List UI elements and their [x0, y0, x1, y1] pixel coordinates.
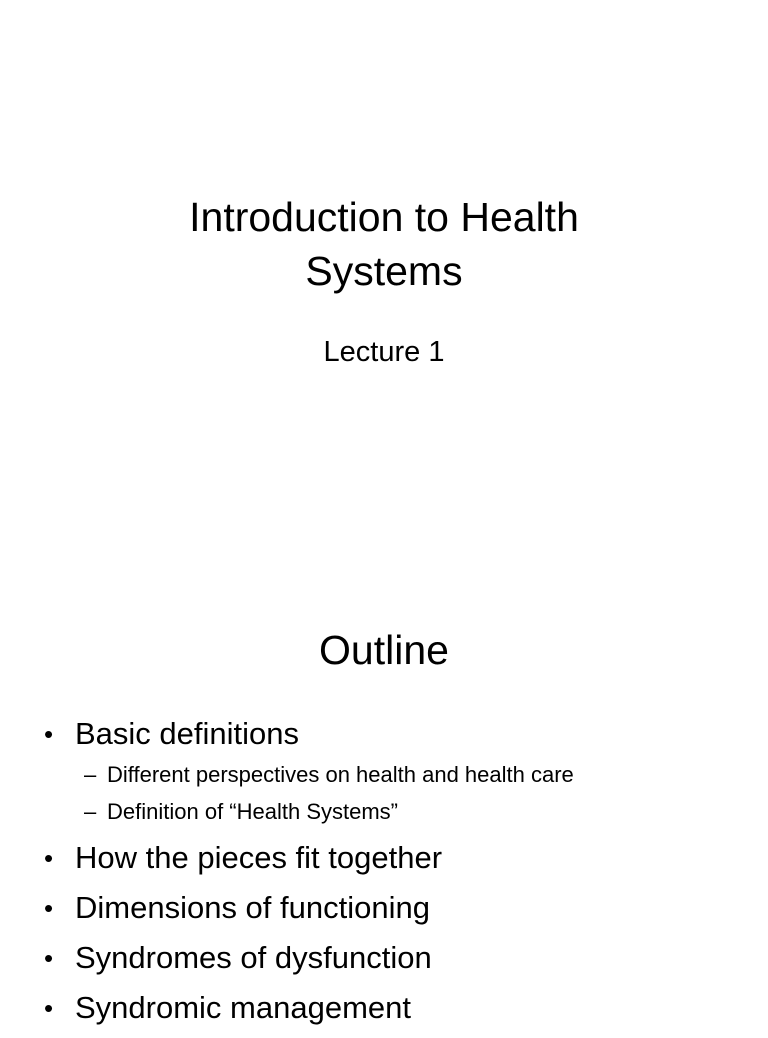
dash-icon: – — [84, 762, 97, 787]
outline-list — [44, 714, 744, 1038]
outline-item — [44, 988, 744, 1028]
outline-subitem — [84, 758, 744, 791]
slide-subtitle: Lecture 1 — [323, 336, 445, 368]
outline-item-text: Syndromic management — [75, 990, 411, 1025]
bullet-icon: • — [44, 719, 54, 749]
outline-item — [44, 938, 744, 978]
slide-title-line-1: Introduction to Health — [189, 194, 579, 240]
outline-item-text: Syndromes of dysfunction — [75, 940, 432, 975]
outline-subitem-text: Different perspectives on health and health care — [107, 762, 574, 787]
bullet-icon: • — [44, 843, 54, 873]
outline-item-text: Basic definitions — [75, 716, 300, 751]
bullet-icon: • — [44, 943, 54, 973]
outline-slide — [0, 576, 768, 1024]
bullet-icon: • — [44, 993, 54, 1023]
outline-item — [44, 838, 744, 878]
slide-title-line-2: Systems — [305, 248, 463, 294]
bullet-icon: • — [44, 893, 54, 923]
slide-title — [0, 190, 768, 298]
outline-subitem-text: Definition of “Health Systems” — [107, 799, 398, 824]
dash-icon: – — [84, 799, 97, 824]
outline-sublist — [84, 758, 744, 828]
outline-item — [44, 714, 744, 828]
outline-item-text: Dimensions of functioning — [75, 890, 430, 925]
outline-item — [44, 888, 744, 928]
outline-subitem — [84, 795, 744, 828]
outline-title: Outline — [319, 627, 449, 673]
outline-item-text: How the pieces fit together — [75, 840, 443, 875]
